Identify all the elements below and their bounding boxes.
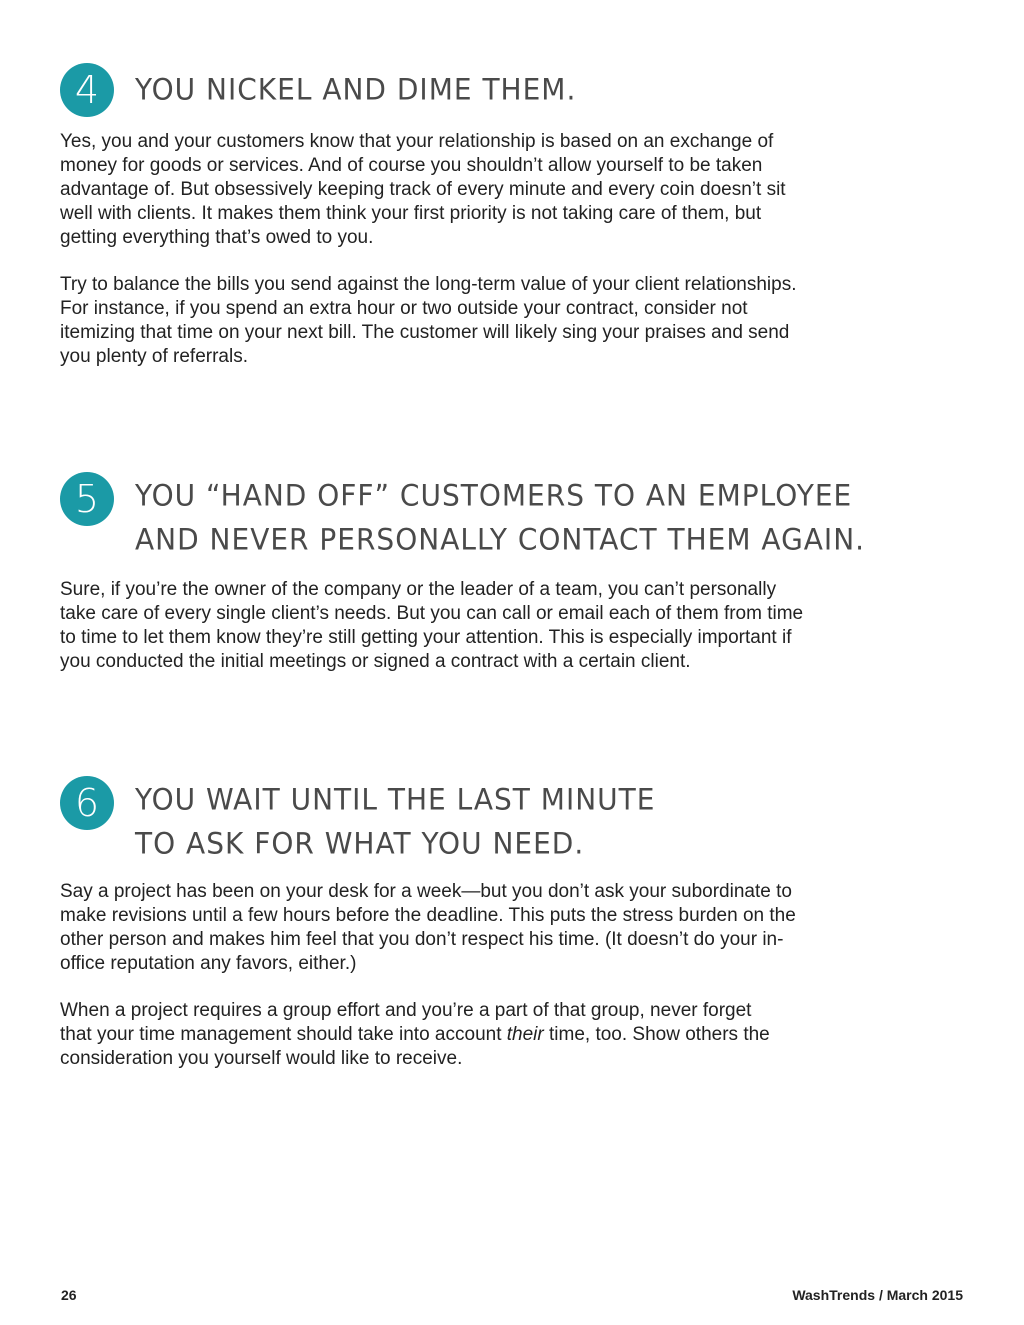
section-heading <box>60 472 960 560</box>
text-line: office reputation any favors, either.) <box>60 953 357 974</box>
text-line: Sure, if you’re the owner of the company or the leader of a team, you can’t personally <box>60 579 777 600</box>
text-line: to time to let them know they’re still getting your attention. This is especially important if <box>60 627 792 648</box>
paragraph <box>60 999 960 1071</box>
text-line: make revisions until a few hours before the deadline. This puts the stress burden on the <box>60 905 796 926</box>
paragraph <box>60 880 960 976</box>
text-line: itemizing that time on your next bill. The customer will likely sing your praises and send <box>60 322 790 343</box>
section-5 <box>60 472 960 674</box>
section-title-line: YOU “HAND OFF” CUSTOMERS TO AN EMPLOYEE <box>135 478 853 513</box>
section-title <box>135 62 960 112</box>
text-line: take care of every single client’s needs. But you can call or email each of them from time <box>60 603 804 624</box>
emphasis-text: their <box>506 1024 544 1045</box>
text-line: Yes, you and your customers know that your relationship is based on an exchange of <box>60 131 774 152</box>
text-segment: time, too. Show others the <box>543 1024 770 1045</box>
text-line: getting everything that’s owed to you. <box>60 227 374 248</box>
paragraph <box>60 130 960 250</box>
section-4 <box>60 63 960 369</box>
section-title-line: TO ASK FOR WHAT YOU NEED. <box>135 826 585 861</box>
section-title <box>135 774 960 866</box>
text-line: other person and makes him feel that you don’t respect his time. (It doesn’t do your in- <box>60 929 784 950</box>
section-heading <box>60 776 960 864</box>
section-number-badge: 4 <box>60 63 114 117</box>
text-line: When a project requires a group effort and you’re a part of that group, never forget <box>60 1000 752 1021</box>
paragraph <box>60 578 960 674</box>
text-line: money for goods or services. And of course you shouldn’t allow yourself to be taken <box>60 155 763 176</box>
section-number-badge: 5 <box>60 472 114 526</box>
section-title-line: YOU WAIT UNTIL THE LAST MINUTE <box>135 782 656 817</box>
section-heading <box>60 63 960 111</box>
section-number-badge: 6 <box>60 776 114 830</box>
text-line: Try to balance the bills you send against the long-term value of your client relationships. <box>60 274 797 295</box>
text-line: well with clients. It makes them think your first priority is not taking care of them, but <box>60 203 762 224</box>
text-line <box>60 1023 960 1047</box>
section-6 <box>60 776 960 1071</box>
text-line: advantage of. But obsessively keeping track of every minute and every coin doesn’t sit <box>60 179 786 200</box>
text-line: you conducted the initial meetings or signed a contract with a certain client. <box>60 651 691 672</box>
text-line: For instance, if you spend an extra hour or two outside your contract, consider not <box>60 298 748 319</box>
text-line: Say a project has been on your desk for a week—but you don’t ask your subordinate to <box>60 881 792 902</box>
text-line: consideration you yourself would like to receive. <box>60 1048 463 1069</box>
publication-credit: WashTrends / March 2015 <box>792 1287 963 1303</box>
text-segment: that your time management should take into account <box>60 1024 507 1045</box>
text-line: you plenty of referrals. <box>60 346 248 367</box>
section-title <box>135 470 960 562</box>
page-number: 26 <box>61 1287 77 1303</box>
section-title-line: AND NEVER PERSONALLY CONTACT THEM AGAIN. <box>135 522 866 557</box>
section-title-line: YOU NICKEL AND DIME THEM. <box>135 72 577 107</box>
paragraph <box>60 273 960 369</box>
